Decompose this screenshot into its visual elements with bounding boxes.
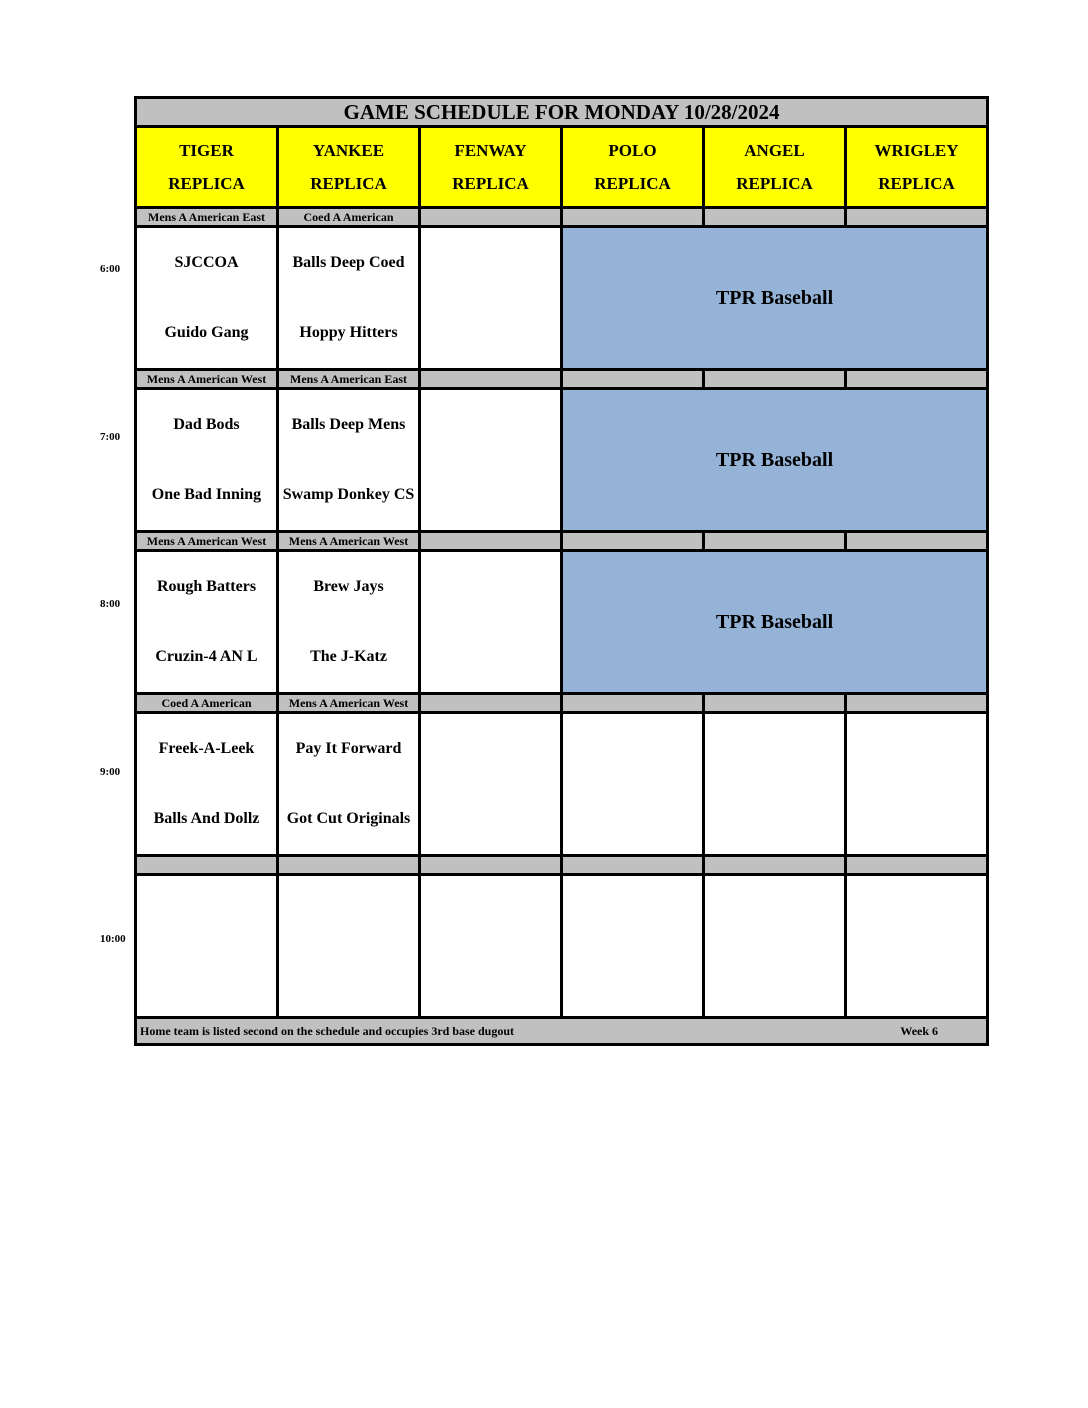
game-cell [846, 875, 988, 1018]
game-cell [420, 875, 562, 1018]
division-label [136, 856, 278, 875]
game-cell [136, 875, 278, 1018]
game-cell [704, 713, 846, 856]
field-header [846, 127, 988, 208]
week-label: Week 6 [900, 1023, 939, 1038]
game-cell [278, 551, 420, 694]
division-label [420, 532, 562, 551]
field-sub: REPLICA [878, 174, 955, 193]
away-team: Freek-A-Leek [158, 740, 255, 757]
game-cell [562, 875, 704, 1018]
field-name: YANKEE [312, 141, 385, 160]
home-team: The J-Katz [310, 648, 387, 665]
game-cell [136, 551, 278, 694]
field-header [704, 127, 846, 208]
page-title: GAME SCHEDULE FOR MONDAY 10/28/2024 [136, 98, 988, 127]
division-label [704, 532, 846, 551]
game-cell [704, 875, 846, 1018]
home-team: Hoppy Hitters [299, 324, 398, 341]
reserved-block: TPR Baseball [562, 551, 988, 694]
home-team: Cruzin-4 AN L [155, 648, 258, 665]
home-team: Swamp Donkey CS [282, 486, 415, 503]
game-cell [562, 713, 704, 856]
division-label [704, 856, 846, 875]
time-label: 6:00 [100, 263, 121, 275]
away-team: Balls Deep Coed [292, 254, 405, 271]
time-label: 7:00 [100, 431, 121, 443]
field-sub: REPLICA [168, 174, 245, 193]
division-label [562, 208, 704, 227]
division-label [846, 856, 988, 875]
division-label [846, 370, 988, 389]
division-label [562, 532, 704, 551]
home-team: Got Cut Originals [286, 810, 411, 827]
field-header [278, 127, 420, 208]
schedule-table [134, 96, 989, 1046]
away-team: Dad Bods [173, 416, 240, 433]
field-sub: REPLICA [310, 174, 387, 193]
field-header [562, 127, 704, 208]
game-cell [278, 713, 420, 856]
home-team: One Bad Inning [151, 486, 262, 503]
division-label [704, 694, 846, 713]
home-team: Balls And Dollz [153, 810, 260, 827]
division-label [420, 370, 562, 389]
time-label: 10:00 [100, 933, 126, 945]
away-team: Balls Deep Mens [291, 416, 406, 433]
away-team: SJCCOA [174, 254, 239, 271]
division-label: Mens A American West [136, 370, 278, 389]
game-cell [278, 227, 420, 370]
time-label: 8:00 [100, 598, 121, 610]
division-label [420, 208, 562, 227]
footer [136, 1018, 988, 1045]
division-label [704, 370, 846, 389]
division-label: Mens A American West [136, 532, 278, 551]
game-cell [136, 227, 278, 370]
division-label [278, 856, 420, 875]
field-name: TIGER [179, 141, 234, 160]
division-label [562, 370, 704, 389]
away-team: Pay It Forward [295, 740, 402, 757]
division-label: Mens A American West [278, 694, 420, 713]
division-label [846, 208, 988, 227]
game-cell [420, 389, 562, 532]
division-label [562, 856, 704, 875]
division-label [846, 694, 988, 713]
reserved-block: TPR Baseball [562, 389, 988, 532]
field-name: POLO [608, 141, 657, 160]
away-team: Brew Jays [313, 578, 384, 595]
division-label [562, 694, 704, 713]
field-sub: REPLICA [452, 174, 529, 193]
time-label: 9:00 [100, 766, 121, 778]
division-label [420, 694, 562, 713]
field-sub: REPLICA [594, 174, 671, 193]
schedule-sheet [134, 96, 989, 1046]
field-name: WRIGLEY [874, 141, 959, 160]
game-cell [278, 389, 420, 532]
game-cell [136, 389, 278, 532]
division-label: Coed A American [278, 208, 420, 227]
field-name: ANGEL [744, 141, 805, 160]
footer-note: Home team is listed second on the schedule and occupies 3rd base dugout [140, 1023, 515, 1038]
game-cell [846, 713, 988, 856]
division-label [704, 208, 846, 227]
game-cell [420, 713, 562, 856]
division-label [420, 856, 562, 875]
field-name: FENWAY [454, 141, 527, 160]
field-header [420, 127, 562, 208]
field-header [136, 127, 278, 208]
away-team: Rough Batters [156, 578, 257, 595]
division-label: Mens A American East [136, 208, 278, 227]
field-sub: REPLICA [736, 174, 813, 193]
home-team: Guido Gang [164, 324, 249, 341]
division-label [846, 532, 988, 551]
game-cell [420, 551, 562, 694]
division-label: Mens A American West [278, 532, 420, 551]
game-cell [420, 227, 562, 370]
game-cell [136, 713, 278, 856]
game-cell [278, 875, 420, 1018]
reserved-block: TPR Baseball [562, 227, 988, 370]
division-label: Coed A American [136, 694, 278, 713]
division-label: Mens A American East [278, 370, 420, 389]
